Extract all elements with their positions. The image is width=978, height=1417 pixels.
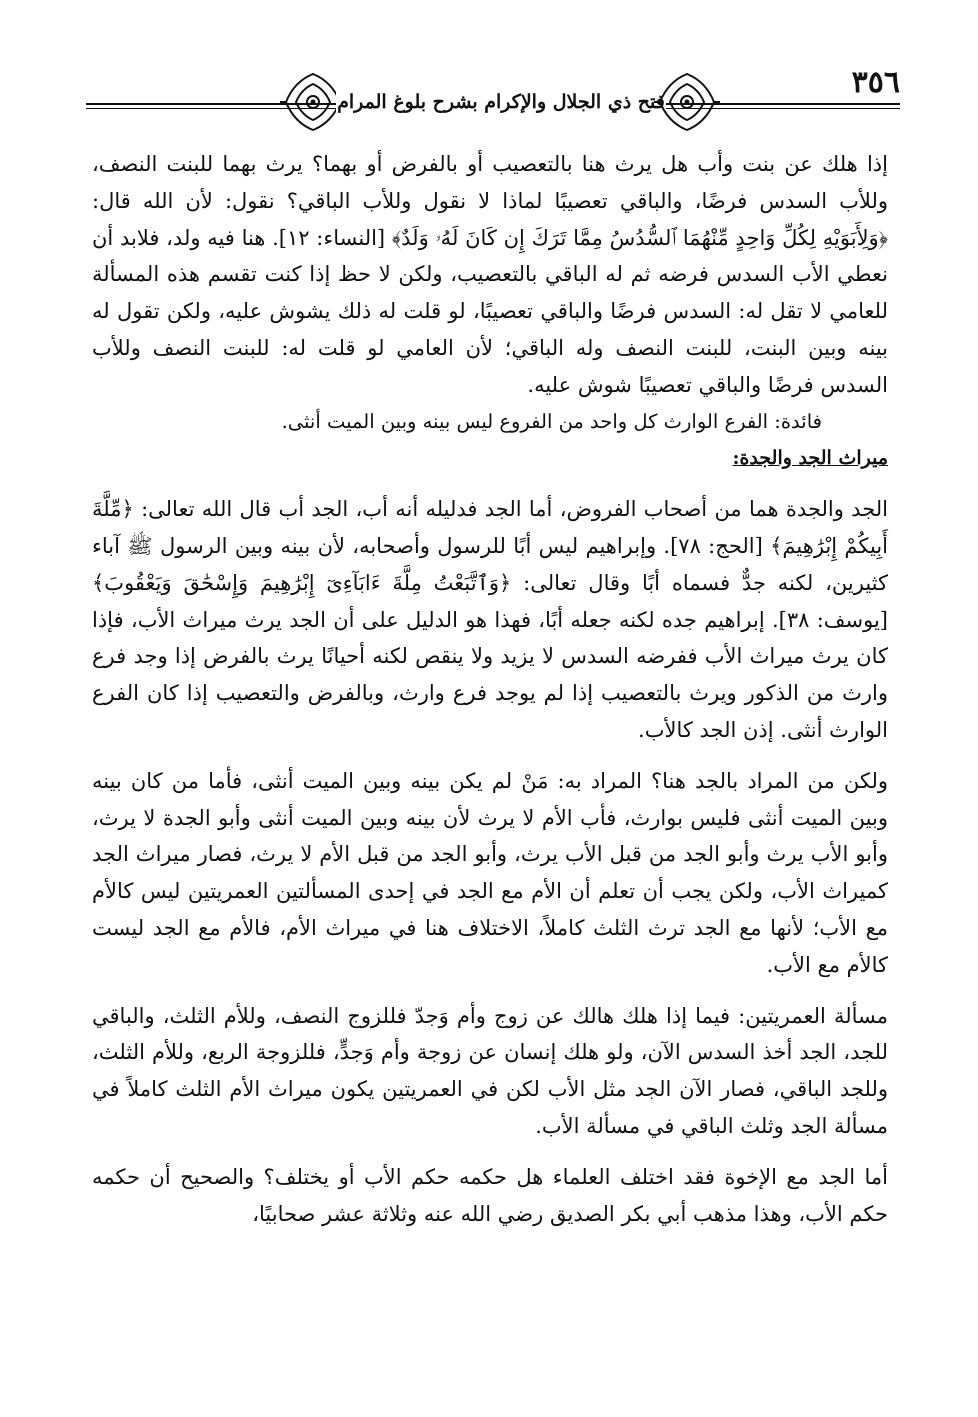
page-body: [92, 146, 888, 1232]
paragraph-grandfather-definition: ولكن من المراد بالجد هنا؟ المراد به: مَنْ لم يكن بينه وبين الميت أنثى، فأما من كان بينه وبين الميت أنثى فليس بوارث، فأب الأم لا يرث لأن بينه وبين الميت أنثى وأبو الجدة لا يرث، وأبو الأب يرث وأبو الجد من قبل الأب يرث، وأبو الجد من قبل الأم لا يرث، فصار ميراث الجد كميراث الأب، ولكن يجب أن تعلم أن الأم مع الجد في إحدى المسألتين العمريتين ليس كالأم مع الأب؛ لأنها مع الجد ترث الثلث كاملاً، الاختلاف هنا في ميراث الأم، فالأم مع الجد ليست كالأم مع الأب.: [92, 768, 888, 977]
ornament-right-icon: [654, 70, 720, 134]
paragraph-spacer: [92, 984, 888, 998]
paragraph-spacer: [92, 749, 888, 763]
paragraph-spacer: [92, 1145, 888, 1159]
page-number: ٣٥٦: [851, 65, 900, 100]
section-heading-grandparents: ميراث الجد والجدة:: [732, 447, 888, 470]
book-title: فتح ذي الجلال والإكرام بشرح بلوغ المرام: [336, 83, 666, 121]
paragraph-grandfather-evidence: الجد والجدة هما من أصحاب الفروض، أما الجد فدليله أنه أب، الجد أب قال الله تعالى: ﴿مِّلَّةَ أَبِيكُمْ إِبْرَٰهِيمَ﴾ [الحج: ٧٨]. وإبراهيم ليس أبًا للرسول وأصحابه، لأن بينه وبين الرسول ﷺ آباء كثيرين، لكنه جدٌّ فسماه أبًا وقال تعالى: ﴿وَٱتَّبَعْتُ مِلَّةَ ءَابَآءِىٓ إِبْرَٰهِيمَ وَإِسْحَٰقَ وَيَعْقُوبَ﴾ [يوسف: ٣٨]. إبراهيم جده لكنه جعله أبًا، فهذا هو الدليل على أن الجد يرث ميراث الأب، فإذا كان يرث ميراث الأب ففرضه السدس لا يزيد ولا ينقص لكنه أحيانًا يرث بالفرض إذا وجد فرع وارث من الذكور ويرث بالتعصيب إذا لم يوجد فرع وارث، وبالفرض والتعصيب إذا كان الفرع الوارث أنثى. إذن الجد كالأب.: [92, 497, 889, 742]
paragraph-grandfather-siblings: أما الجد مع الإخوة فقد اختلف العلماء هل حكمه حكم الأب أو يختلف؟ والصحيح أن حكمه حكم الأب، وهذا مذهب أبي بكر الصديق رضي الله عنه وثلاثة عشر صحابيًا،: [92, 1164, 888, 1226]
page-header: [86, 66, 900, 136]
paragraph-father-inheritance: إذا هلك عن بنت وأب هل يرث هنا بالتعصيب أو بالفرض أو بهما؟ يرث بهما للبنت النصف، وللأب السدس فرضًا، والباقي تعصيبًا لماذا لا نقول وللأب الباقي؟ نقول: لأن الله قال: ﴿وَلِأَبَوَيْهِ لِكُلِّ وَاحِدٍ مِّنْهُمَا ٱلسُّدُسُ مِمَّا تَرَكَ إِن كَانَ لَهُۥ وَلَدٌ﴾ [النساء: ١٢]. هنا فيه ولد، فلابد أن نعطي الأب السدس فرضه ثم له الباقي بالتعصيب، ولكن لا حظ إذا كنت تقسم هذه المسألة للعامي لا تقل له: السدس فرضًا والباقي تعصيبًا، لو قلت له ذلك يشوش عليه، ولكن تقول له بينه وبين البنت، للبنت النصف وله الباقي؛ لأن العامي لو قلت له: للبنت النصف وللأب السدس فرضًا والباقي تعصيبًا شوش عليه.: [92, 152, 888, 397]
paragraph-umariyyatayn: مسألة العمريتين: فيما إذا هلك هالك عن زوج وأم وَجدّ فللزوج النصف، وللأم الثلث، والباقي للجد، الجد أخذ السدس الآن، ولو هلك إنسان عن زوجة وأم وَجدٍّ، فللزوجة الربع، وللأم الثلث، وللجد الباقي، فصار الآن الجد مثل الأب لكن في العمريتين يكون ميراث الأم الثلث كاملاً في مسألة الجد وثلث الباقي في مسألة الأب.: [92, 1003, 888, 1138]
section-spacer: [92, 477, 888, 491]
benefit-note: فائدة: الفرع الوارث كل واحد من الفروع ليس بينه وبين الميت أنثى.: [281, 409, 822, 433]
